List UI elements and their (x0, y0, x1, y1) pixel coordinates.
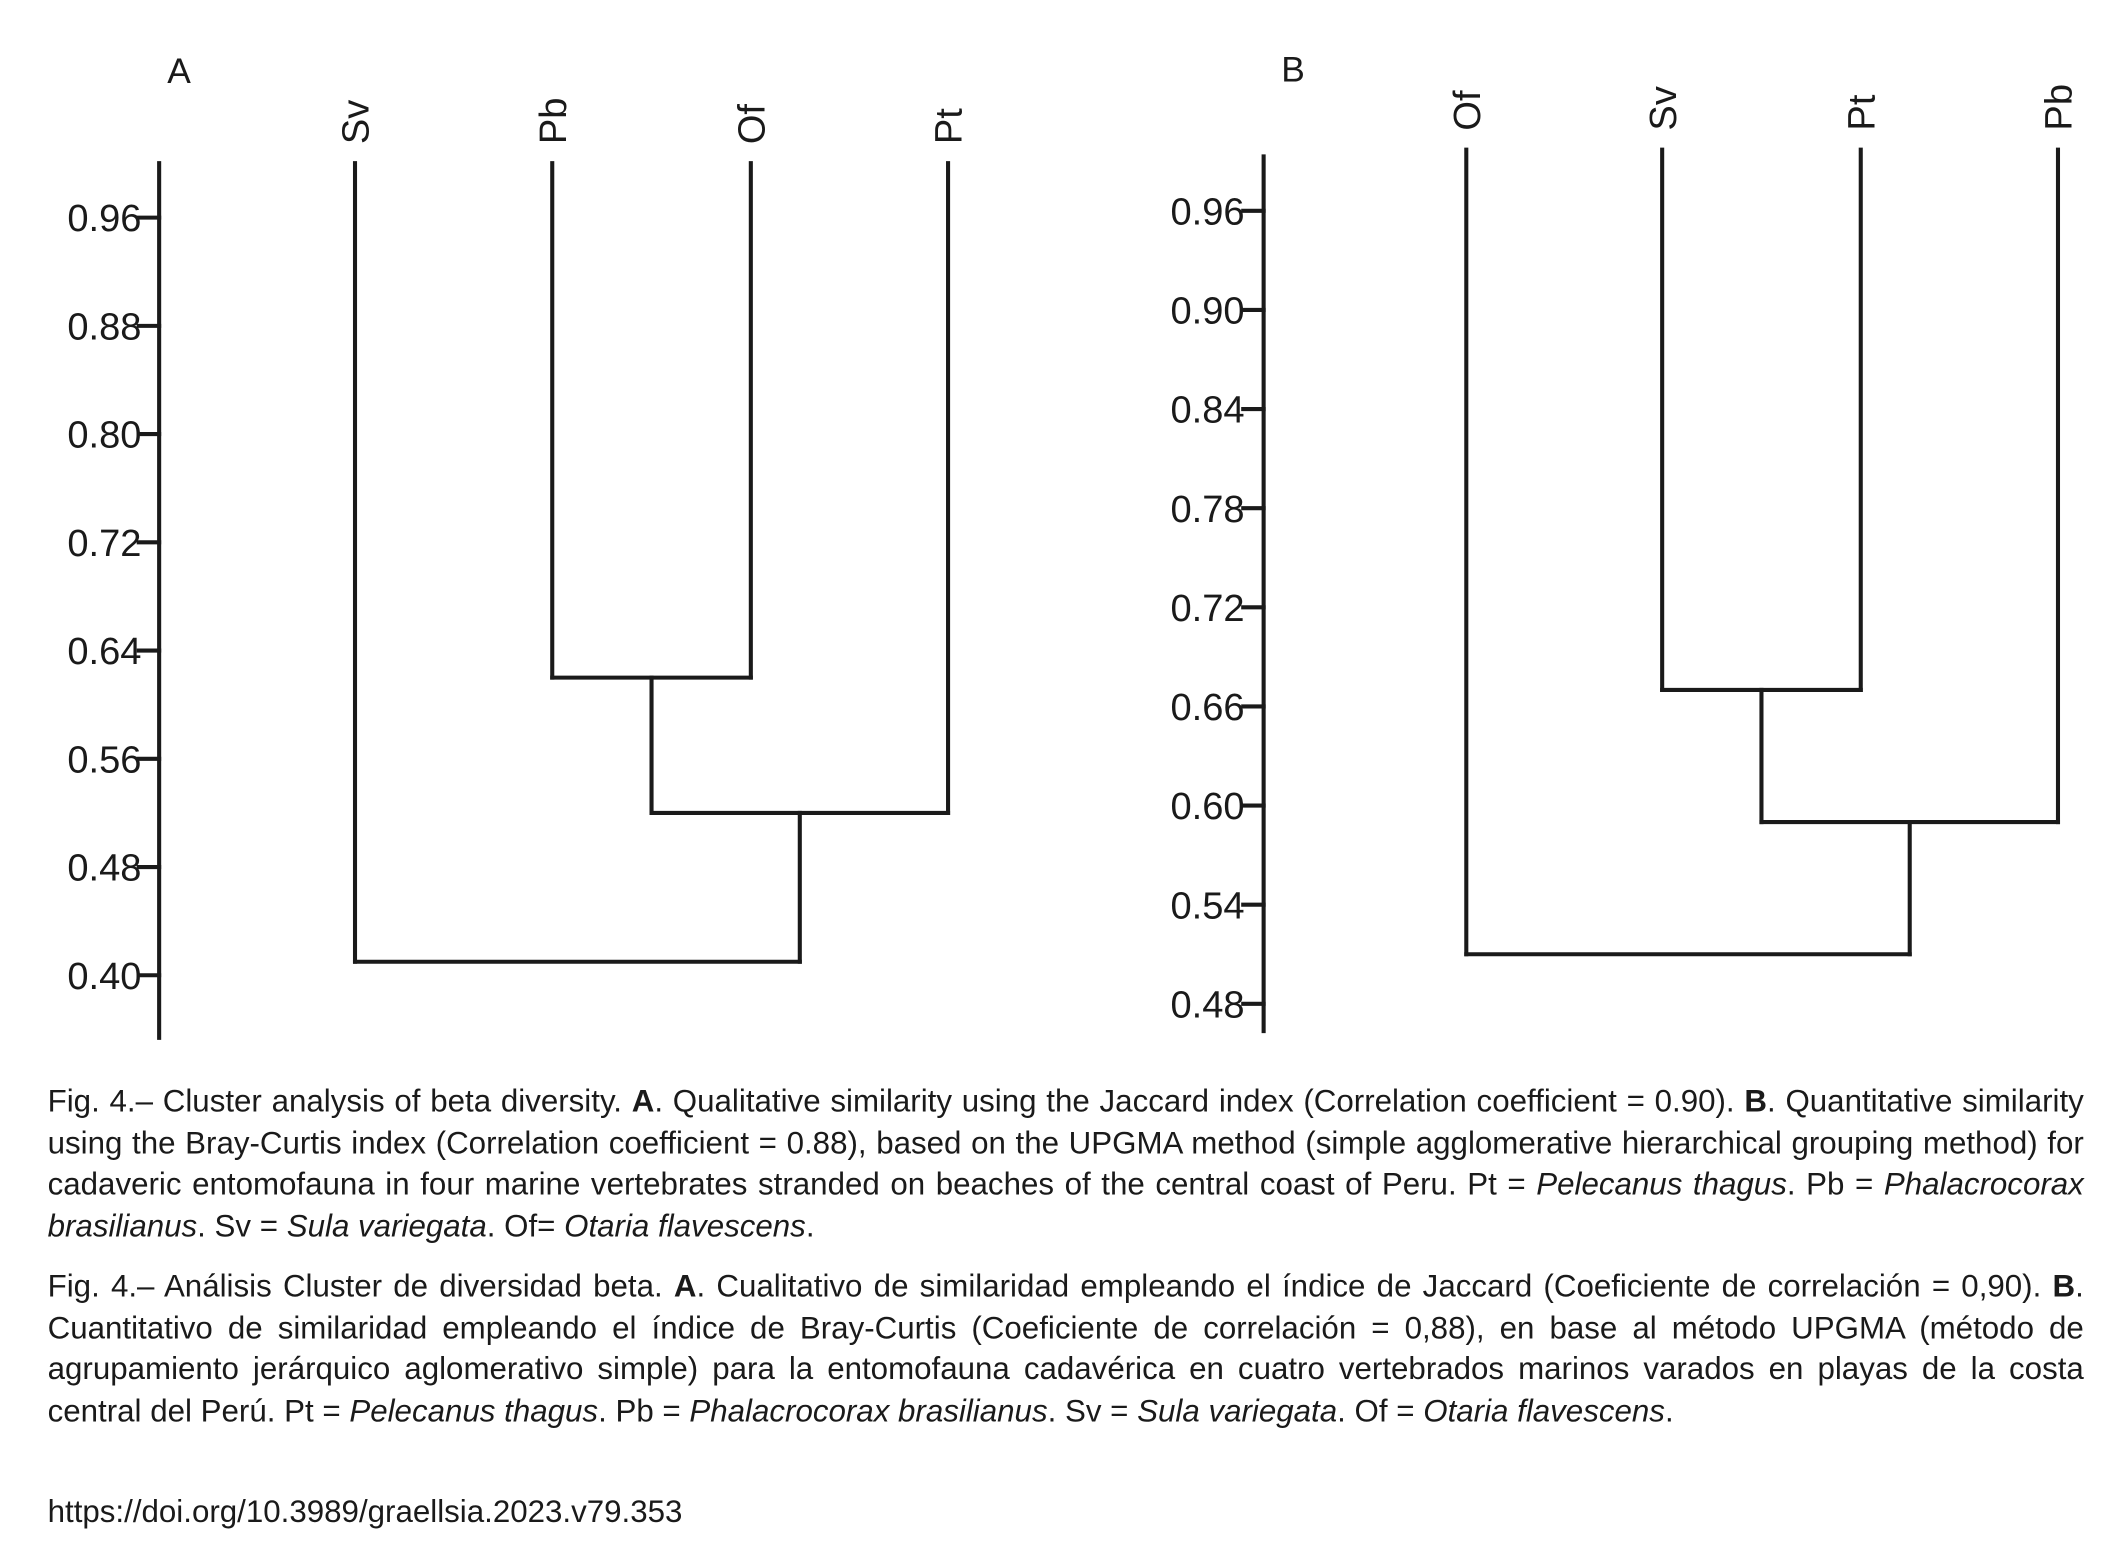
tick-label-b-1: 0.90 (1170, 290, 1245, 333)
tick-label-a-6: 0.48 (67, 847, 142, 890)
tick-label-b-3: 0.78 (1170, 488, 1245, 531)
tick-label-b-5: 0.66 (1170, 687, 1245, 730)
caption-es-of-prefix: . Of = (1337, 1392, 1424, 1428)
caption-spanish (48, 1265, 2084, 1431)
tick-label-b-7: 0.54 (1170, 885, 1245, 928)
leaf-label-a-pt: Pt (928, 108, 971, 145)
tick-label-a-3: 0.72 (67, 522, 142, 565)
caption-es-pb-prefix: . Pb = (598, 1392, 690, 1428)
leaf-label-b-sv: Sv (1642, 86, 1685, 131)
panel-label-a: A (167, 51, 191, 91)
caption-es-sv-name: Sula variegata (1137, 1392, 1338, 1428)
caption-es-a-text: . Cualitativo de similaridad empleando el índice de Jaccard (Coeficiente de correlación = 0,90). (696, 1267, 2053, 1304)
leaf-label-a-of: Of (731, 103, 774, 145)
tick-label-a-4: 0.64 (67, 631, 142, 674)
leaf-label-b-of: Of (1446, 90, 1489, 131)
panel-label-b: B (1281, 50, 1305, 90)
caption-es-end: . (1664, 1392, 1674, 1428)
caption-en-sv-name: Sula variegata (286, 1207, 487, 1243)
leaf-label-b-pt: Pt (1841, 94, 1884, 131)
caption-es-of-name: Otaria flavescens (1423, 1392, 1665, 1428)
caption-en-of-name: Otaria flavescens (564, 1207, 806, 1243)
tick-label-a-2: 0.80 (67, 414, 142, 457)
caption-en-b-label: B (1744, 1082, 1768, 1119)
caption-es-b-text: . Cuantitativo de similaridad empleando el índice de Bray-Curtis (Coeficiente de correlación = 0,88), en base al método UPGMA (método de agrupamiento jerárquico aglomerativo simple) para la entomofauna cadavérica en cuatro vertebrados marinos varados en playas de la costa central del Perú. (47, 1267, 2084, 1428)
tick-label-a-1: 0.88 (67, 306, 142, 349)
tick-label-a-0: 0.96 (67, 198, 142, 241)
caption-en-pb-name: Phalacrocorax brasilianus (47, 1165, 2084, 1243)
caption-es-prefix: Fig. 4.– Análisis Cluster de diversidad beta. (47, 1267, 674, 1304)
tick-label-a-7: 0.40 (67, 955, 142, 998)
doi-link[interactable]: https://doi.org/10.3989/graellsia.2023.v79.353 (47, 1493, 683, 1529)
caption-en-a-label: A (631, 1082, 655, 1119)
tick-label-b-6: 0.60 (1170, 786, 1245, 829)
tick-label-b-8: 0.48 (1170, 984, 1245, 1027)
caption-es-pt-name: Pelecanus thagus (349, 1392, 599, 1428)
caption-es-b-label: B (2052, 1267, 2076, 1304)
leaf-label-a-sv: Sv (335, 99, 378, 145)
caption-en-end: . (805, 1207, 815, 1243)
caption-es-pt-prefix: Pt = (284, 1392, 350, 1428)
caption-es-sv-prefix: . Sv = (1047, 1392, 1138, 1428)
caption-en-b-text: . Quantitative similarity using the Bray-Curtis index (Correlation coefficient = 0.88), based on the UPGMA method (simple agglomerative hierarchical grouping method) for cadaveric entomofauna in four marine vertebrates stranded on beaches of the central coast of Peru. (47, 1082, 2084, 1202)
caption-en-pt-name: Pelecanus thagus (1536, 1165, 1787, 1202)
caption-en-pb-prefix: . Pb = (1786, 1165, 1884, 1202)
caption-en-prefix: Fig. 4.– Cluster analysis of beta diversity. (47, 1082, 632, 1119)
tick-label-b-2: 0.84 (1170, 389, 1245, 432)
caption-en-a-text: . Qualitative similarity using the Jaccard index (Correlation coefficient = 0.90). (654, 1082, 1745, 1119)
leaf-label-b-pb: Pb (2038, 84, 2081, 131)
leaf-label-a-pb: Pb (532, 97, 575, 145)
caption-en-pt-prefix: Pt = (1467, 1165, 1537, 1202)
tick-label-b-4: 0.72 (1170, 587, 1245, 630)
caption-es-pb-name: Phalacrocorax brasilianus (689, 1392, 1048, 1428)
caption-es-a-label: A (673, 1267, 697, 1304)
caption-english (48, 1080, 2084, 1246)
caption-en-of-prefix: . Of= (486, 1207, 565, 1243)
tick-label-a-5: 0.56 (67, 739, 142, 782)
caption-en-sv-prefix: . Sv = (197, 1207, 287, 1243)
tick-label-b-0: 0.96 (1170, 191, 1245, 234)
